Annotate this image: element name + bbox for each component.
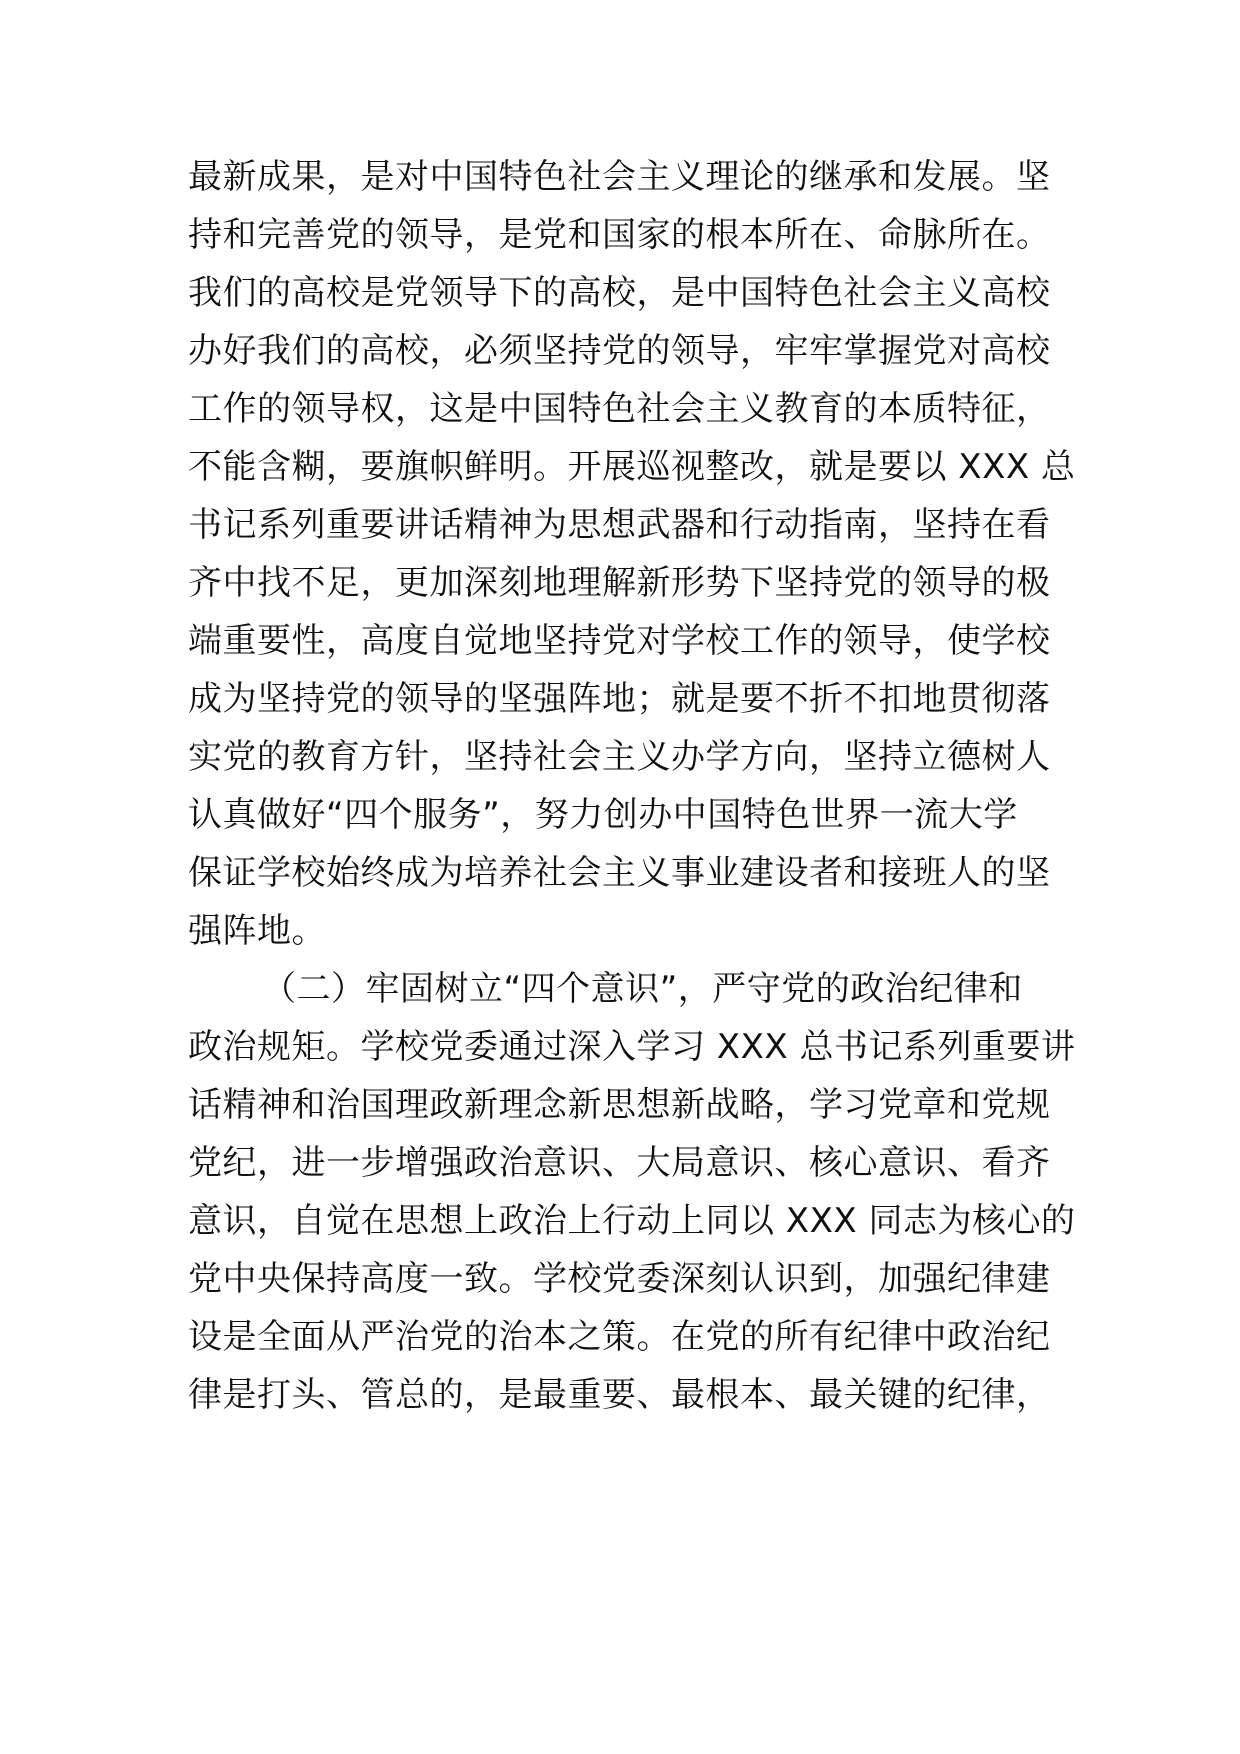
text-line: 端重要性，高度自觉地坚持党对学校工作的领导，使学校 [188,621,1051,661]
text-line: 话精神和治国理政新理念新思想新战略，学习党章和党规 [188,1085,1051,1125]
text-line: 强阵地。 [188,911,326,951]
text-line: 党纪，进一步增强政治意识、大局意识、核心意识、看齐 [188,1143,1051,1183]
text-line: 政治规矩。学校党委通过深入学习 XXX 总书记系列重要讲 [188,1027,1076,1067]
text-line: 齐中找不足，更加深刻地理解新形势下坚持党的领导的极 [188,563,1051,603]
text-line: 设是全面从严治党的治本之策。在党的所有纪律中政治纪 [188,1317,1051,1357]
text-line: 我们的高校是党领导下的高校，是中国特色社会主义高校 [188,273,1051,313]
text-line: 办好我们的高校，必须坚持党的领导，牢牢掌握党对高校 [188,331,1051,371]
text-line: 最新成果，是对中国特色社会主义理论的继承和发展。坚 [188,157,1051,197]
text-line: 意识，自觉在思想上政治上行动上同以 XXX 同志为核心的 [188,1201,1076,1241]
text-line: 党中央保持高度一致。学校党委深刻认识到，加强纪律建 [188,1259,1051,1299]
text-line: 书记系列重要讲话精神为思想武器和行动指南，坚持在看 [188,505,1051,545]
text-line: 律是打头、管总的，是最重要、最根本、最关键的纪律， [188,1375,1051,1415]
text-line: 认真做好“四个服务”，努力创办中国特色世界一流大学 [188,795,1018,835]
text-line: 工作的领导权，这是中国特色社会主义教育的本质特征， [188,389,1051,429]
section-heading-line: （二）牢固树立“四个意识”，严守党的政治纪律和 [262,969,1023,1009]
text-line: 不能含糊，要旗帜鲜明。开展巡视整改，就是要以 XXX 总 [188,447,1076,487]
text-line: 成为坚持党的领导的坚强阵地；就是要不折不扣地贯彻落 [188,679,1051,719]
text-line: 保证学校始终成为培养社会主义事业建设者和接班人的坚 [188,853,1051,893]
text-line: 实党的教育方针，坚持社会主义办学方向，坚持立德树人 [188,737,1051,777]
text-line: 持和完善党的领导，是党和国家的根本所在、命脉所在。 [188,215,1051,255]
